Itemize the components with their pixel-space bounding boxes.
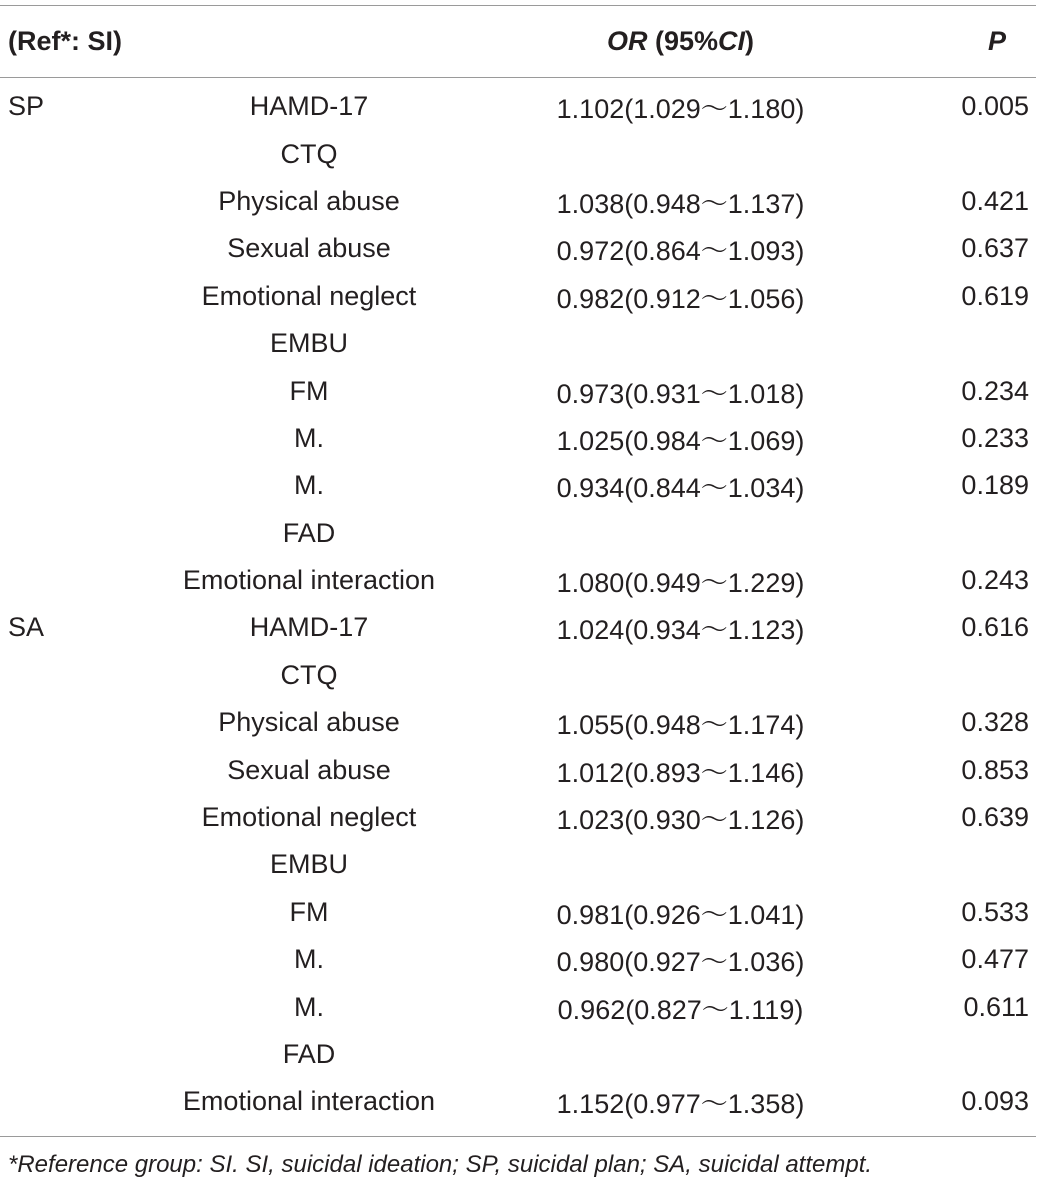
p-value-cell: 0.533 xyxy=(961,896,1029,927)
variable-cell: HAMD-17 xyxy=(249,612,369,643)
table-row xyxy=(0,462,1042,509)
variable-cell: Sexual abuse xyxy=(227,754,391,785)
variable-cell: M. xyxy=(294,422,324,453)
table-row xyxy=(0,1078,1042,1125)
table-row xyxy=(0,320,1042,367)
or-ci-cell: 0.982(0.912～1.056) xyxy=(556,283,805,314)
p-value-cell: 0.611 xyxy=(963,991,1029,1022)
variable-cell: FAD xyxy=(282,517,336,548)
or-ci-cell: 1.024(0.934～1.123) xyxy=(556,615,805,646)
p-value-cell: 0.616 xyxy=(961,612,1029,643)
or-ci-cell: 0.973(0.931～1.018) xyxy=(556,378,805,409)
variable-cell: FM xyxy=(289,896,329,927)
p-value-cell: 0.853 xyxy=(961,754,1029,785)
variable-cell: Physical abuse xyxy=(218,185,400,216)
variable-cell: Emotional neglect xyxy=(201,280,417,311)
table-row xyxy=(0,367,1042,414)
variable-cell: CTQ xyxy=(280,659,338,690)
variable-cell: M. xyxy=(294,991,324,1022)
header-or xyxy=(468,26,893,57)
p-value-cell: 0.243 xyxy=(961,565,1029,596)
header-or-mid: (95% xyxy=(647,26,719,56)
p-value-cell: 0.005 xyxy=(961,91,1029,122)
group-cell: SP xyxy=(8,91,45,122)
variable-cell: Physical abuse xyxy=(218,707,400,738)
p-value-cell: 0.233 xyxy=(961,422,1029,453)
or-ci-cell: 0.981(0.926～1.041) xyxy=(556,899,805,930)
table-row xyxy=(0,652,1042,699)
table-row xyxy=(0,841,1042,888)
or-ci-cell: 1.012(0.893～1.146) xyxy=(556,757,805,788)
group-cell: SA xyxy=(8,612,45,643)
table-row xyxy=(0,936,1042,983)
variable-cell: CTQ xyxy=(280,138,338,169)
table-row xyxy=(0,510,1042,557)
table-row xyxy=(0,83,1042,130)
variable-cell: Sexual abuse xyxy=(227,233,391,264)
p-value-cell: 0.093 xyxy=(961,1086,1029,1117)
table-row xyxy=(0,889,1042,936)
variable-cell: EMBU xyxy=(269,328,348,359)
table-row xyxy=(0,746,1042,793)
table-row xyxy=(0,557,1042,604)
table-row xyxy=(0,1031,1042,1078)
or-ci-cell: 1.038(0.948～1.137) xyxy=(556,188,805,219)
p-value-cell: 0.639 xyxy=(961,802,1029,833)
or-ci-cell: 1.023(0.930～1.126) xyxy=(556,805,805,836)
p-value-cell: 0.328 xyxy=(961,707,1029,738)
variable-cell: Emotional interaction xyxy=(182,1086,436,1117)
variable-cell: Emotional interaction xyxy=(182,565,436,596)
p-value-cell: 0.421 xyxy=(961,185,1029,216)
header-p: P xyxy=(987,26,1006,56)
table-row xyxy=(0,178,1042,225)
variable-cell: EMBU xyxy=(269,849,348,880)
or-ci-cell: 1.055(0.948～1.174) xyxy=(556,710,805,741)
table-row xyxy=(0,225,1042,272)
header-ref: (Ref*: SI) xyxy=(8,26,122,56)
or-ci-cell: 1.080(0.949～1.229) xyxy=(556,568,805,599)
p-value-cell: 0.637 xyxy=(961,233,1029,264)
or-ci-cell: 1.152(0.977～1.358) xyxy=(556,1089,805,1120)
table-row xyxy=(0,699,1042,746)
header-or-close: ) xyxy=(745,26,755,56)
p-value-cell: 0.189 xyxy=(961,470,1029,501)
p-value-cell: 0.234 xyxy=(961,375,1029,406)
header-or-label: OR xyxy=(606,26,648,56)
or-ci-cell: 1.025(0.984～1.069) xyxy=(556,425,805,456)
table-row xyxy=(0,273,1042,320)
table-row xyxy=(0,604,1042,651)
variable-cell: FM xyxy=(289,375,329,406)
or-ci-cell: 0.972(0.864～1.093) xyxy=(556,236,805,267)
or-ci-cell: 0.934(0.844～1.034) xyxy=(556,473,805,504)
table-row xyxy=(0,130,1042,177)
table-row xyxy=(0,415,1042,462)
table-header xyxy=(0,6,1042,77)
table-body xyxy=(0,78,1042,1136)
variable-cell: FAD xyxy=(282,1039,336,1069)
p-value-cell: 0.619 xyxy=(961,280,1029,311)
variable-cell: M. xyxy=(294,944,324,975)
table-row xyxy=(0,983,1042,1030)
or-ci-cell: 0.980(0.927～1.036) xyxy=(556,947,805,978)
variable-cell: Emotional neglect xyxy=(201,802,417,833)
p-value-cell: 0.477 xyxy=(961,944,1029,975)
or-ci-cell: 0.962(0.827～1.119) xyxy=(557,994,804,1025)
variable-cell: M. xyxy=(294,470,324,501)
variable-cell: HAMD-17 xyxy=(249,91,369,122)
header-ci-label: CI xyxy=(718,26,746,56)
table-row xyxy=(0,794,1042,841)
footnote: *Reference group: SI. SI, suicidal ideation; SP, suicidal plan; SA, suicidal attempt. xyxy=(8,1150,873,1178)
or-ci-cell: 1.102(1.029～1.180) xyxy=(556,94,805,125)
